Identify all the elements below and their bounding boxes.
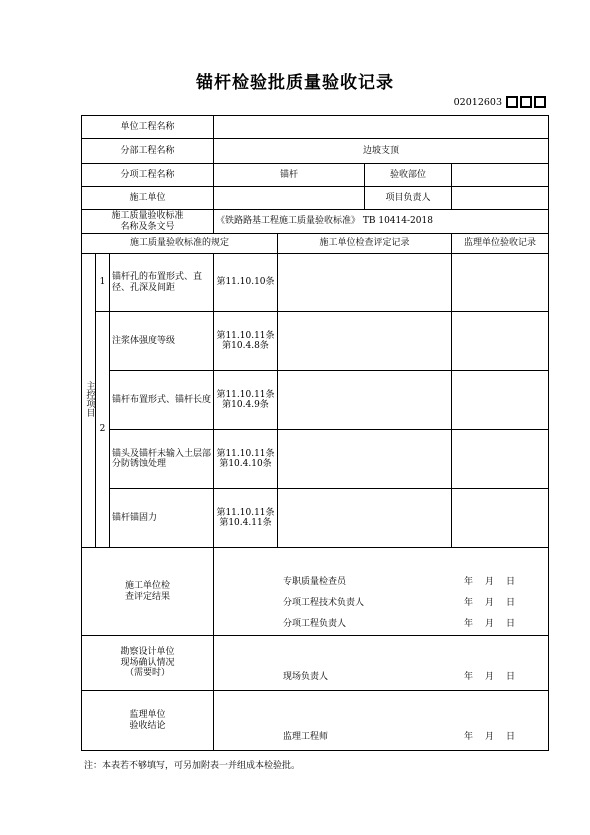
item-supervisor-record-1[interactable] [452, 254, 549, 312]
footnote: 注：本表若不够填写，可另加附表一并组成本检验批。 [84, 761, 301, 771]
item-contractor-record-3[interactable] [278, 371, 452, 430]
date-year-2: 年 [464, 598, 474, 608]
supervisor-conclusion-label: 监理单位验收结论 [82, 691, 214, 751]
item-contractor-record-1[interactable] [278, 254, 452, 312]
acceptance-part-field[interactable] [452, 164, 549, 187]
date-month-4: 月 [485, 672, 495, 682]
date-month-1: 月 [485, 577, 495, 587]
construction-unit-field[interactable] [214, 187, 365, 210]
date-day-3: 日 [506, 619, 516, 629]
item-contractor-record-2[interactable] [278, 312, 452, 371]
standard-name-label-line2: 名称及条文号 [120, 221, 175, 232]
item-clause-5: 第11.10.11条 第10.4.11条 [214, 489, 278, 548]
item-leader-label: 分项工程负责人 [283, 619, 347, 629]
item-desc-2: 注浆体强度等级 [110, 312, 214, 371]
construction-unit-label: 施工单位 [82, 187, 214, 210]
item-desc-1: 锚杆孔的布置形式、直径、孔深及间距 [110, 254, 214, 312]
item-supervisor-record-5[interactable] [452, 489, 549, 548]
unit-project-name-label: 单位工程名称 [82, 116, 214, 139]
date-month-2: 月 [485, 598, 495, 608]
date-month-3: 月 [485, 619, 495, 629]
item-number-1: 1 [96, 254, 110, 312]
date-month-5: 月 [485, 732, 495, 742]
form-code: 02012603 [453, 96, 502, 108]
sub-project-name-label: 分部工程名称 [82, 139, 214, 164]
item-clause-1: 第11.10.10条 [214, 254, 278, 312]
date-year-1: 年 [464, 577, 474, 587]
item-supervisor-record-2[interactable] [452, 312, 549, 371]
code-box-2[interactable] [520, 96, 532, 108]
date-year-4: 年 [464, 672, 474, 682]
project-leader-field[interactable] [452, 187, 549, 210]
design-unit-label: 勘察设计单位现场确认情况（需要时） [82, 636, 214, 691]
contractor-record-header: 施工单位检查评定记录 [278, 234, 452, 254]
item-clause-4: 第11.10.11条 第10.4.10条 [214, 430, 278, 489]
item-supervisor-record-4[interactable] [452, 430, 549, 489]
date-year-3: 年 [464, 619, 474, 629]
date-year-5: 年 [464, 732, 474, 742]
main-control-label: 主控项目 [82, 254, 96, 548]
tech-leader-label: 分项工程技术负责人 [283, 598, 365, 608]
item-desc-5: 锚杆锚固力 [110, 489, 214, 548]
item-contractor-record-4[interactable] [278, 430, 452, 489]
design-unit-field[interactable] [214, 636, 549, 691]
project-leader-label: 项目负责人 [365, 187, 452, 210]
code-box-1[interactable] [506, 96, 518, 108]
site-leader-label: 现场负责人 [283, 672, 329, 682]
standard-field[interactable]: 《铁路路基工程施工质量验收标准》 TB 10414-2018 [214, 210, 549, 234]
item-desc-4: 锚头及锚杆未输入土层部分防锈蚀处理 [110, 430, 214, 489]
quality-inspector-label: 专职质量检查员 [283, 577, 347, 587]
contractor-check-field[interactable] [214, 548, 549, 636]
contractor-check-label: 施工单位检查评定结果 [82, 548, 214, 636]
unit-project-name-field[interactable] [214, 116, 549, 139]
item-clause-2: 第11.10.11条 第10.4.8条 [214, 312, 278, 371]
date-day-2: 日 [506, 598, 516, 608]
supervisor-engineer-label: 监理工程师 [283, 732, 329, 742]
supervisor-record-header: 监理单位验收记录 [452, 234, 549, 254]
item-contractor-record-5[interactable] [278, 489, 452, 548]
sub-project-name-field[interactable]: 边坡支顶 [214, 139, 549, 164]
code-box-3[interactable] [534, 96, 546, 108]
acceptance-part-label: 验收部位 [365, 164, 452, 187]
date-day-4: 日 [506, 672, 516, 682]
item-supervisor-record-3[interactable] [452, 371, 549, 430]
item-number-2: 2 [96, 312, 110, 548]
supervisor-conclusion-field[interactable] [214, 691, 549, 751]
date-day-1: 日 [506, 577, 516, 587]
item-project-name-field[interactable]: 锚杆 [214, 164, 365, 187]
standard-name-label [82, 210, 214, 234]
standard-name-label-line1: 施工质量验收标准 [111, 211, 184, 222]
item-clause-3: 第11.10.11条 第10.4.9条 [214, 371, 278, 430]
form-code-area [454, 96, 546, 108]
spec-header: 施工质量验收标准的规定 [82, 234, 278, 254]
date-day-5: 日 [506, 732, 516, 742]
page-title: 锚杆检验批质量验收记录 [196, 73, 394, 93]
item-desc-3: 锚杆布置形式、锚杆长度 [110, 371, 214, 430]
acceptance-form [81, 115, 549, 751]
item-project-name-label: 分项工程名称 [82, 164, 214, 187]
